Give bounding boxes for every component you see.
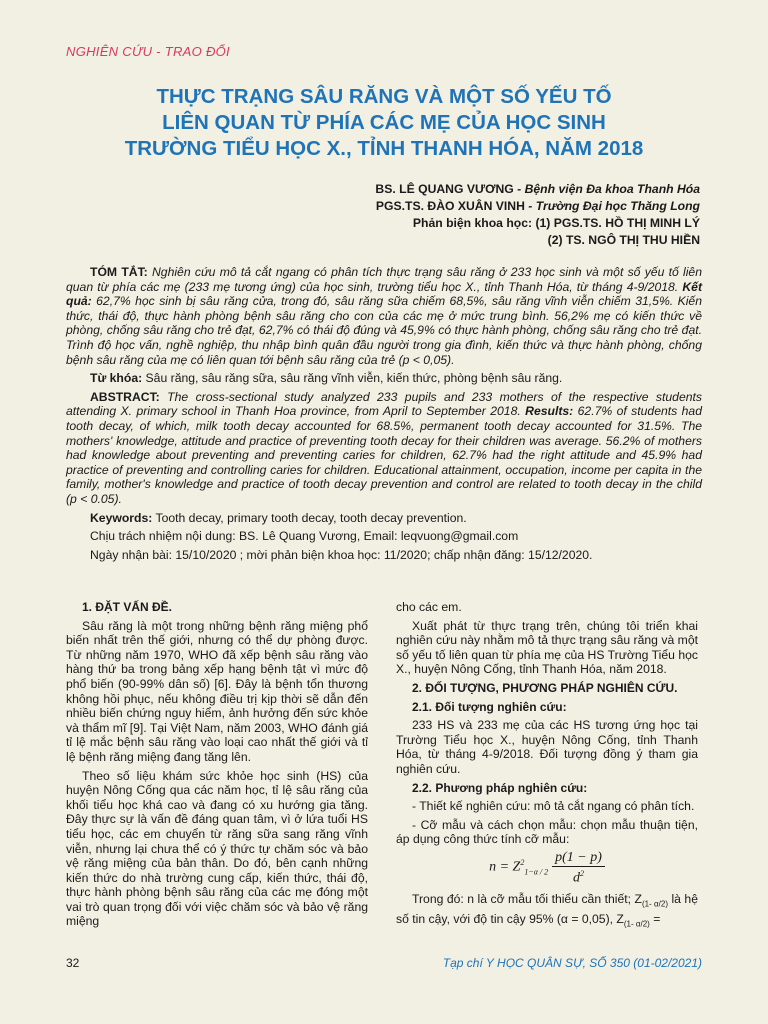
- reviewer-1: Phản biện khoa học: (1) PGS.TS. HỒ THỊ MINH LÝ: [412, 216, 700, 230]
- section-1-para-1: Sâu răng là một trong những bệnh răng miệng phổ biến nhất trên thế giới, nhưng có thể dự phòng được. Từ những năm 1970, WHO đã xếp bệnh sâu răng vào hàng thứ ba trong bảng xếp hạng bệnh tật vì mức độ phổ biến (90-99% dân số) [6]. Đây là bệnh tổn thương không hồi phục, nếu không điều trị kịp thời sẽ dẫn đến nhiều biến chứng nguy hiểm, ảnh hưởng đến sức khỏe và thẩm mĩ [9]. Tại Việt Nam, năm 2003, WHO đánh giá tỉ lệ mắc bệnh sâu răng vào loại cao nhất thế giới và tỉ lệ bệnh răng miệng đang tăng lên.: [66, 618, 368, 764]
- section-1-heading: 1. ĐẶT VẤN ĐỀ.: [82, 600, 173, 614]
- section-2-2-design: - Thiết kế nghiên cứu: mô tả cắt ngang có phân tích.: [412, 799, 695, 814]
- author-2: PGS.TS. ĐÀO XUÂN VINH - Trường Đại học Thăng Long: [375, 199, 700, 213]
- page-number: 32: [66, 956, 80, 970]
- keywords-vi: Từ khóa: Sâu răng, sâu răng sữa, sâu răng vĩnh viễn, kiến thức, phòng bệnh sâu răng.: [90, 371, 563, 386]
- section-1-continued: cho các em.: [396, 600, 462, 614]
- abstract-en: ABSTRACT: The cross-sectional study analyzed 233 pupils and 233 mothers of the respective students attending X. primary school in Thanh Hoa province, from April to September 2018. Results: 62.7% of students had tooth decay, of which, milk tooth decay accounted for 68.5%, permanent tooth decay accounted for 31.5%. The mothers' knowledge, attitude and practice of preventing tooth decay for their children was average. 56.2% of mothers had knowledge about preventing and preventing caries for children, 62.7% had the right attitude and 45.9% had practice of preventing and controlling caries for children. Educational attainment, occupation, income per capita in the family, mother's knowledge and practice of tooth decay prevention and control are related to tooth decay in the child (p < 0.05).: [66, 389, 702, 506]
- journal-footer: Tạp chí Y HỌC QUÂN SỰ, SỐ 350 (01-02/2021): [442, 956, 702, 970]
- keywords-en: Keywords: Tooth decay, primary tooth decay, tooth decay prevention.: [90, 510, 467, 525]
- sample-size-formula: $n = Z^2_{1-\alpha / 2}$ $\frac{p(1 - p)}{d^2}$: [396, 851, 698, 886]
- abstract-block: [66, 265, 702, 566]
- section-1-para-2: Theo số liệu khám sức khỏe học sinh (HS) của huyện Nông Cống qua các năm học, tỉ lệ sâu răng của khối tiểu học khá cao và đang có xu hướng gia tăng. Đây thực sự là vấn đề đáng quan tâm, vì ở lứa tuổi HS tiểu học, các em chuyển từ răng sữa sang răng vĩnh viễn, nhưng lại chưa thể có ý thức tự chăm sóc và bảo vệ răng miệng của bản thân. Do đó, bên cạnh những kiến thức do nhà trường cung cấp, kiến thức, thái độ, thực hành phòng bệnh sâu răng của các mẹ đóng một vai trò quan trọng đối với việc chăm sóc và bảo vệ răng miệng: [66, 768, 368, 929]
- section-2-heading: 2. ĐỐI TƯỢNG, PHƯƠNG PHÁP NGHIÊN CỨU.: [412, 680, 678, 695]
- author-block: [180, 181, 700, 249]
- reviewer-2: (2) TS. NGÔ THỊ THU HIỀN: [547, 233, 700, 247]
- title-line-1: THỰC TRẠNG SÂU RĂNG VÀ MỘT SỐ YẾU TỐ: [156, 85, 612, 108]
- author-1: BS. LÊ QUANG VƯƠNG - Bệnh viện Đa khoa Thanh Hóa: [375, 182, 700, 196]
- dates-line: Ngày nhận bài: 15/10/2020 ; mời phản biện khoa học: 11/2020; chấp nhận đăng: 15/12/2020.: [90, 547, 593, 562]
- section-2-2-sample: - Cỡ mẫu và cách chọn mẫu: chọn mẫu thuận tiện, áp dụng công thức tính cỡ mẫu:: [396, 817, 698, 847]
- section-1-para-3: Xuất phát từ thực trạng trên, chúng tôi triển khai nghiên cứu này nhằm mô tả thực trạng sâu răng và một số yếu tố liên quan từ phía mẹ của HS Trường Tiểu học X., huyện Nông Cống, tỉnh Thanh Hóa, năm 2018.: [396, 618, 698, 677]
- title-line-3: TRƯỜNG TIỂU HỌC X., TỈNH THANH HÓA, NĂM 2018: [124, 137, 644, 160]
- section-2-1-heading: 2.1. Đối tượng nghiên cứu:: [412, 699, 567, 714]
- column-right: [396, 600, 698, 936]
- section-tag: NGHIÊN CỨU - TRAO ĐỔI: [66, 44, 230, 59]
- title-line-2: LIÊN QUAN TỪ PHÍA CÁC MẸ CỦA HỌC SINH: [162, 111, 606, 134]
- responsible-line: Chịu trách nhiệm nội dung: BS. Lê Quang Vương, Email: leqvuong@gmail.com: [90, 529, 519, 544]
- section-2-1-para: 233 HS và 233 mẹ của các HS tương ứng học tại Trường Tiểu học X., huyện Nông Cống, tỉnh Thanh Hóa, từ tháng 4-9/2018. Đối tượng đồng ý tham gia nghiên cứu.: [396, 718, 698, 776]
- column-left: [66, 600, 368, 933]
- abstract-vi: TÓM TẮT: Nghiên cứu mô tả cắt ngang có phân tích thực trạng sâu răng ở 233 học sinh và một số yếu tố liên quan từ phía các mẹ (233 mẹ tương ứng) của học sinh, trường tiểu học X., tỉnh Thanh Hóa, từ tháng 4-9/2018. Kết quả: 62,7% học sinh bị sâu răng cửa, trong đó, sâu răng sữa chiếm 68,5%, sâu răng vĩnh viễn chiếm 31,5%. Kiến thức, thái độ, thực hành phòng bệnh sâu răng cho con của các mẹ ở mức trung bình. 56,2% mẹ có kiến thức về phòng, chống sâu răng cho trẻ đạt, 62,7% có thái độ đúng và 45,9% có thực hành phòng, chống sâu răng cho trẻ đạt. Trình độ học vấn, nghề nghiệp, thu nhập bình quân đầu người trong gia đình, kiến thức và thực hành phòng, chống bệnh sâu răng của mẹ có liên quan tới bệnh sâu răng của trẻ (p < 0,05).: [66, 265, 702, 367]
- article-title: [40, 84, 728, 162]
- section-2-2-definitions: Trong đó: n là cỡ mẫu tối thiểu cần thiết; $Z_{(1- \alpha/2)}$ là hệ số tin cậy, với độ tin cậy 95% (α = 0,05), $Z_{(1- \alpha/2)}$ =: [396, 891, 698, 929]
- section-2-2-heading: 2.2. Phương pháp nghiên cứu:: [412, 780, 588, 795]
